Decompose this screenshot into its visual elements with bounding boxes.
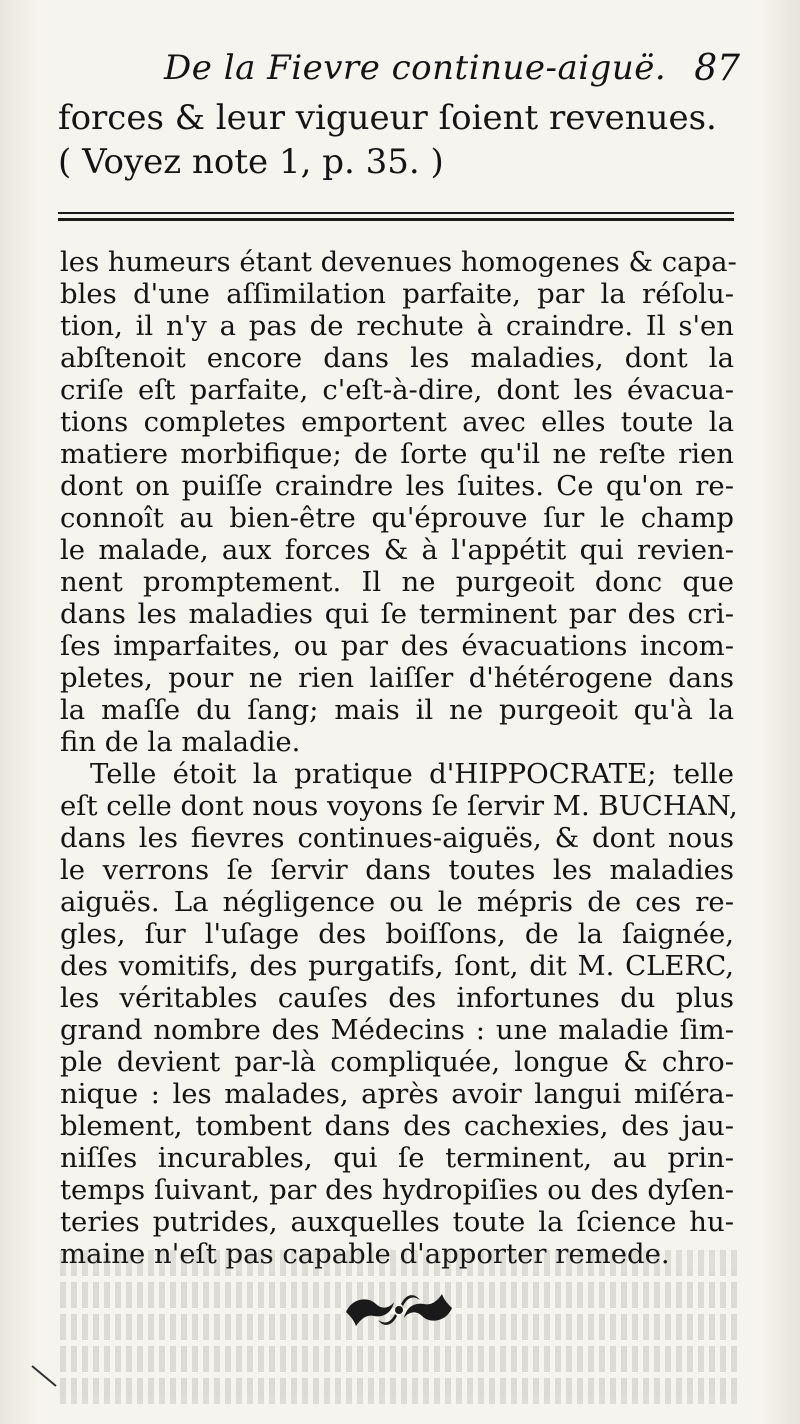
text-line: temps ſuivant, par des hydropiſies ou des dyſen- [60,1174,734,1206]
running-head [60,48,740,100]
text-line: blement, tombent dans des cachexies, des jau- [60,1110,734,1142]
header-rule-thick [58,218,734,221]
text-line: gles, ſur l'uſage des boiſſons, de la ſaignée, [60,918,734,950]
text-line: les véritables cauſes des infortunes du plus [60,982,734,1014]
paragraph-1 [60,246,737,758]
text-line: Telle étoit la pratique d'HIPPOCRATE; telle [90,758,734,790]
text-line: niſſes incurables, qui ſe terminent, au prin- [60,1142,734,1174]
text-line: aiguës. La négligence ou le mépris de ces re- [60,886,734,918]
text-line: eſt celle dont nous voyons ſe ſervir M. BUCHAN, [60,790,738,822]
text-line: dont on puiſſe craindre les ſuites. Ce qu'on re- [60,470,734,502]
text-line: la maſſe du ſang; mais il ne purgeoit qu'à la [60,694,734,726]
text-line: criſe eſt parfaite, c'eſt-à-dire, dont les évacua- [60,374,734,406]
text-line: les humeurs étant devenues homogenes & capa- [60,246,737,278]
text-line: pletes, pour ne rien laiſſer d'hétérogene dans [60,662,734,694]
text-line: ſes imparfaites, ou par des évacuations incom- [60,630,734,662]
text-line: teries putrides, auxquelles toute la ſcience hu- [60,1206,734,1238]
text-line: bles d'une aſſimilation parfaite, par la réſolu- [60,278,734,310]
paragraph-2 [60,758,738,1270]
page-number: 87 [694,48,740,89]
carry-line: forces & leur vigueur ſoient revenues. [58,98,717,138]
carry-line: ( Voyez note 1, p. 35. ) [58,142,444,182]
body-text [60,246,738,1270]
text-line: le malade, aux forces & à l'appétit qui revien- [60,534,734,566]
text-line: tions completes emportent avec elles toute la [60,406,734,438]
running-title: De la Fievre continue-aiguë. [164,48,667,88]
text-line: nent promptement. Il ne purgeoit donc que [60,566,734,598]
text-line: grand nombre des Médecins : une maladie ſim- [60,1014,734,1046]
text-line: fin de la maladie. [60,726,301,758]
text-line: dans les maladies qui ſe terminent par des cri- [60,598,734,630]
text-line: ple devient par-là compliquée, longue & chro- [60,1046,734,1078]
header-rule [58,212,734,214]
carry-over-text [58,96,738,184]
text-line: des vomitifs, des purgatifs, ſont, dit M. CLERC, [60,950,734,982]
text-line: matiere morbifique; de ſorte qu'il ne reſte rien [60,438,734,470]
text-line: dans les fievres continues-aiguës, & dont nous [60,822,734,854]
text-line: abſtenoit encore dans les maladies, dont la [60,342,734,374]
text-line: tion, il n'y a pas de rechute à craindre. Il s'en [60,310,734,342]
text-line: maine n'eſt pas capable d'apporter remede. [60,1238,670,1270]
text-line: le verrons ſe ſervir dans toutes les maladies [60,854,734,886]
fleuron-ornament-icon [338,1290,460,1330]
show-through-text [60,1250,740,1420]
text-line: nique : les malades, après avoir langui miſéra- [60,1078,734,1110]
page-blemish-icon [30,1360,60,1390]
text-line: connoît au bien-être qu'éprouve ſur le champ [60,502,734,534]
